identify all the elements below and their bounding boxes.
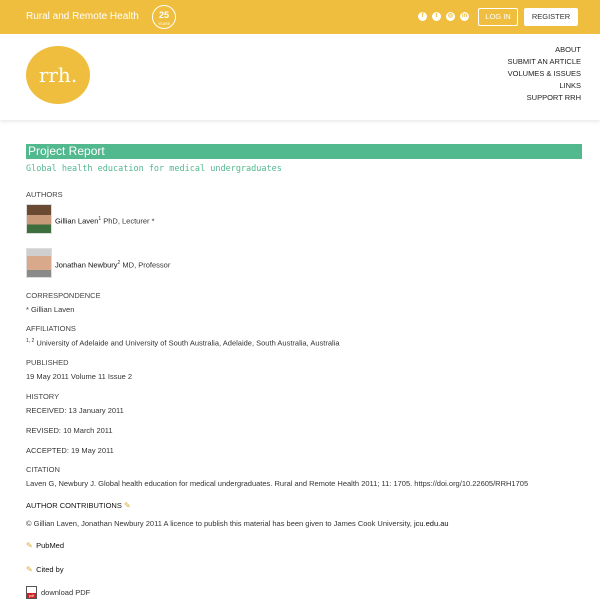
pencil-icon: ✎	[123, 501, 131, 510]
author-role: PhD, Lecturer *	[101, 216, 155, 226]
history-revised: REVISED: 10 March 2011	[26, 426, 113, 435]
cited-by[interactable]	[26, 565, 64, 574]
article-meta	[26, 0, 582, 600]
author-photo-newbury	[26, 248, 52, 278]
affiliation-value	[26, 338, 340, 348]
published-value: 19 May 2011 Volume 11 Issue 2	[26, 372, 133, 381]
nav-links[interactable]: LINKS	[559, 81, 581, 90]
author-contributions-link[interactable]: AUTHOR CONTRIBUTIONS	[26, 501, 122, 510]
author-newbury	[55, 260, 170, 270]
pubmed[interactable]	[26, 541, 64, 550]
affiliations-label: AFFILIATIONS	[26, 324, 76, 333]
history-accepted: ACCEPTED: 19 May 2011	[26, 446, 114, 455]
license-text	[26, 519, 449, 528]
pencil-icon: ✎	[26, 541, 33, 550]
nav-volumes-issues[interactable]: VOLUMES & ISSUES	[507, 69, 581, 78]
article-type-banner: Project Report	[26, 144, 582, 159]
download-pdf-link[interactable]: download PDF	[41, 588, 91, 597]
license-body: © Gillian Laven, Jonathan Newbury 2011 A licence to publish this material has been given to James Cook University,	[26, 519, 414, 528]
history-received: RECEIVED: 13 January 2011	[26, 406, 124, 415]
jcu-link[interactable]: jcu.edu.au	[413, 519, 449, 528]
login-button[interactable]: LOG IN	[478, 8, 518, 26]
pubmed-link[interactable]: PubMed	[36, 541, 65, 550]
affiliation-sup: 1, 2	[26, 338, 35, 344]
site-name[interactable]: Rural and Remote Health	[26, 11, 139, 22]
anniversary-number: 25	[158, 10, 169, 20]
facebook-icon[interactable]: f	[418, 12, 427, 21]
citation-value: Laven G, Newbury J. Global health education for medical undergraduates. Rural and Remote Health 2011; 11: 1705. https://doi.org/10.22605/RRH1705	[26, 479, 529, 488]
author-photo-laven	[26, 204, 52, 234]
author-name[interactable]: Gillian Laven	[55, 216, 99, 226]
register-button[interactable]: REGISTER	[524, 8, 578, 26]
article-title: Global health education for medical undergraduates	[26, 164, 282, 174]
nav-submit-article[interactable]: SUBMIT AN ARTICLE	[507, 57, 581, 66]
authors-label: AUTHORS	[26, 190, 63, 199]
correspondence-label: CORRESPONDENCE	[26, 291, 101, 300]
author-name[interactable]: Jonathan Newbury	[55, 260, 118, 270]
pencil-icon: ✎	[26, 565, 33, 574]
correspondence-value: * Gillian Laven	[26, 305, 75, 314]
history-label: HISTORY	[26, 392, 60, 401]
instagram-icon[interactable]: ◎	[447, 13, 454, 19]
twitter-icon[interactable]: t	[432, 12, 441, 21]
anniversary-sub: YEARS	[158, 22, 170, 26]
linkedin-icon[interactable]: in	[461, 13, 468, 19]
published-label: PUBLISHED	[26, 358, 69, 367]
nav-about[interactable]: ABOUT	[555, 45, 581, 54]
affiliation-text: University of Adelaide and University of South Australia, Adelaide, South Australia, Australia	[34, 338, 340, 348]
pdf-icon[interactable]	[26, 586, 37, 599]
author-contributions[interactable]	[26, 501, 132, 510]
cited-by-link[interactable]: Cited by	[36, 565, 64, 574]
rrh-logo[interactable]: rrh.	[26, 46, 90, 104]
citation-label: CITATION	[26, 465, 60, 474]
author-sup: 2	[117, 260, 121, 266]
nav-support-rrh[interactable]: SUPPORT RRH	[526, 93, 581, 102]
author-role: MD, Professor	[120, 260, 171, 270]
author-laven	[55, 216, 155, 226]
author-sup: 1	[98, 216, 102, 222]
